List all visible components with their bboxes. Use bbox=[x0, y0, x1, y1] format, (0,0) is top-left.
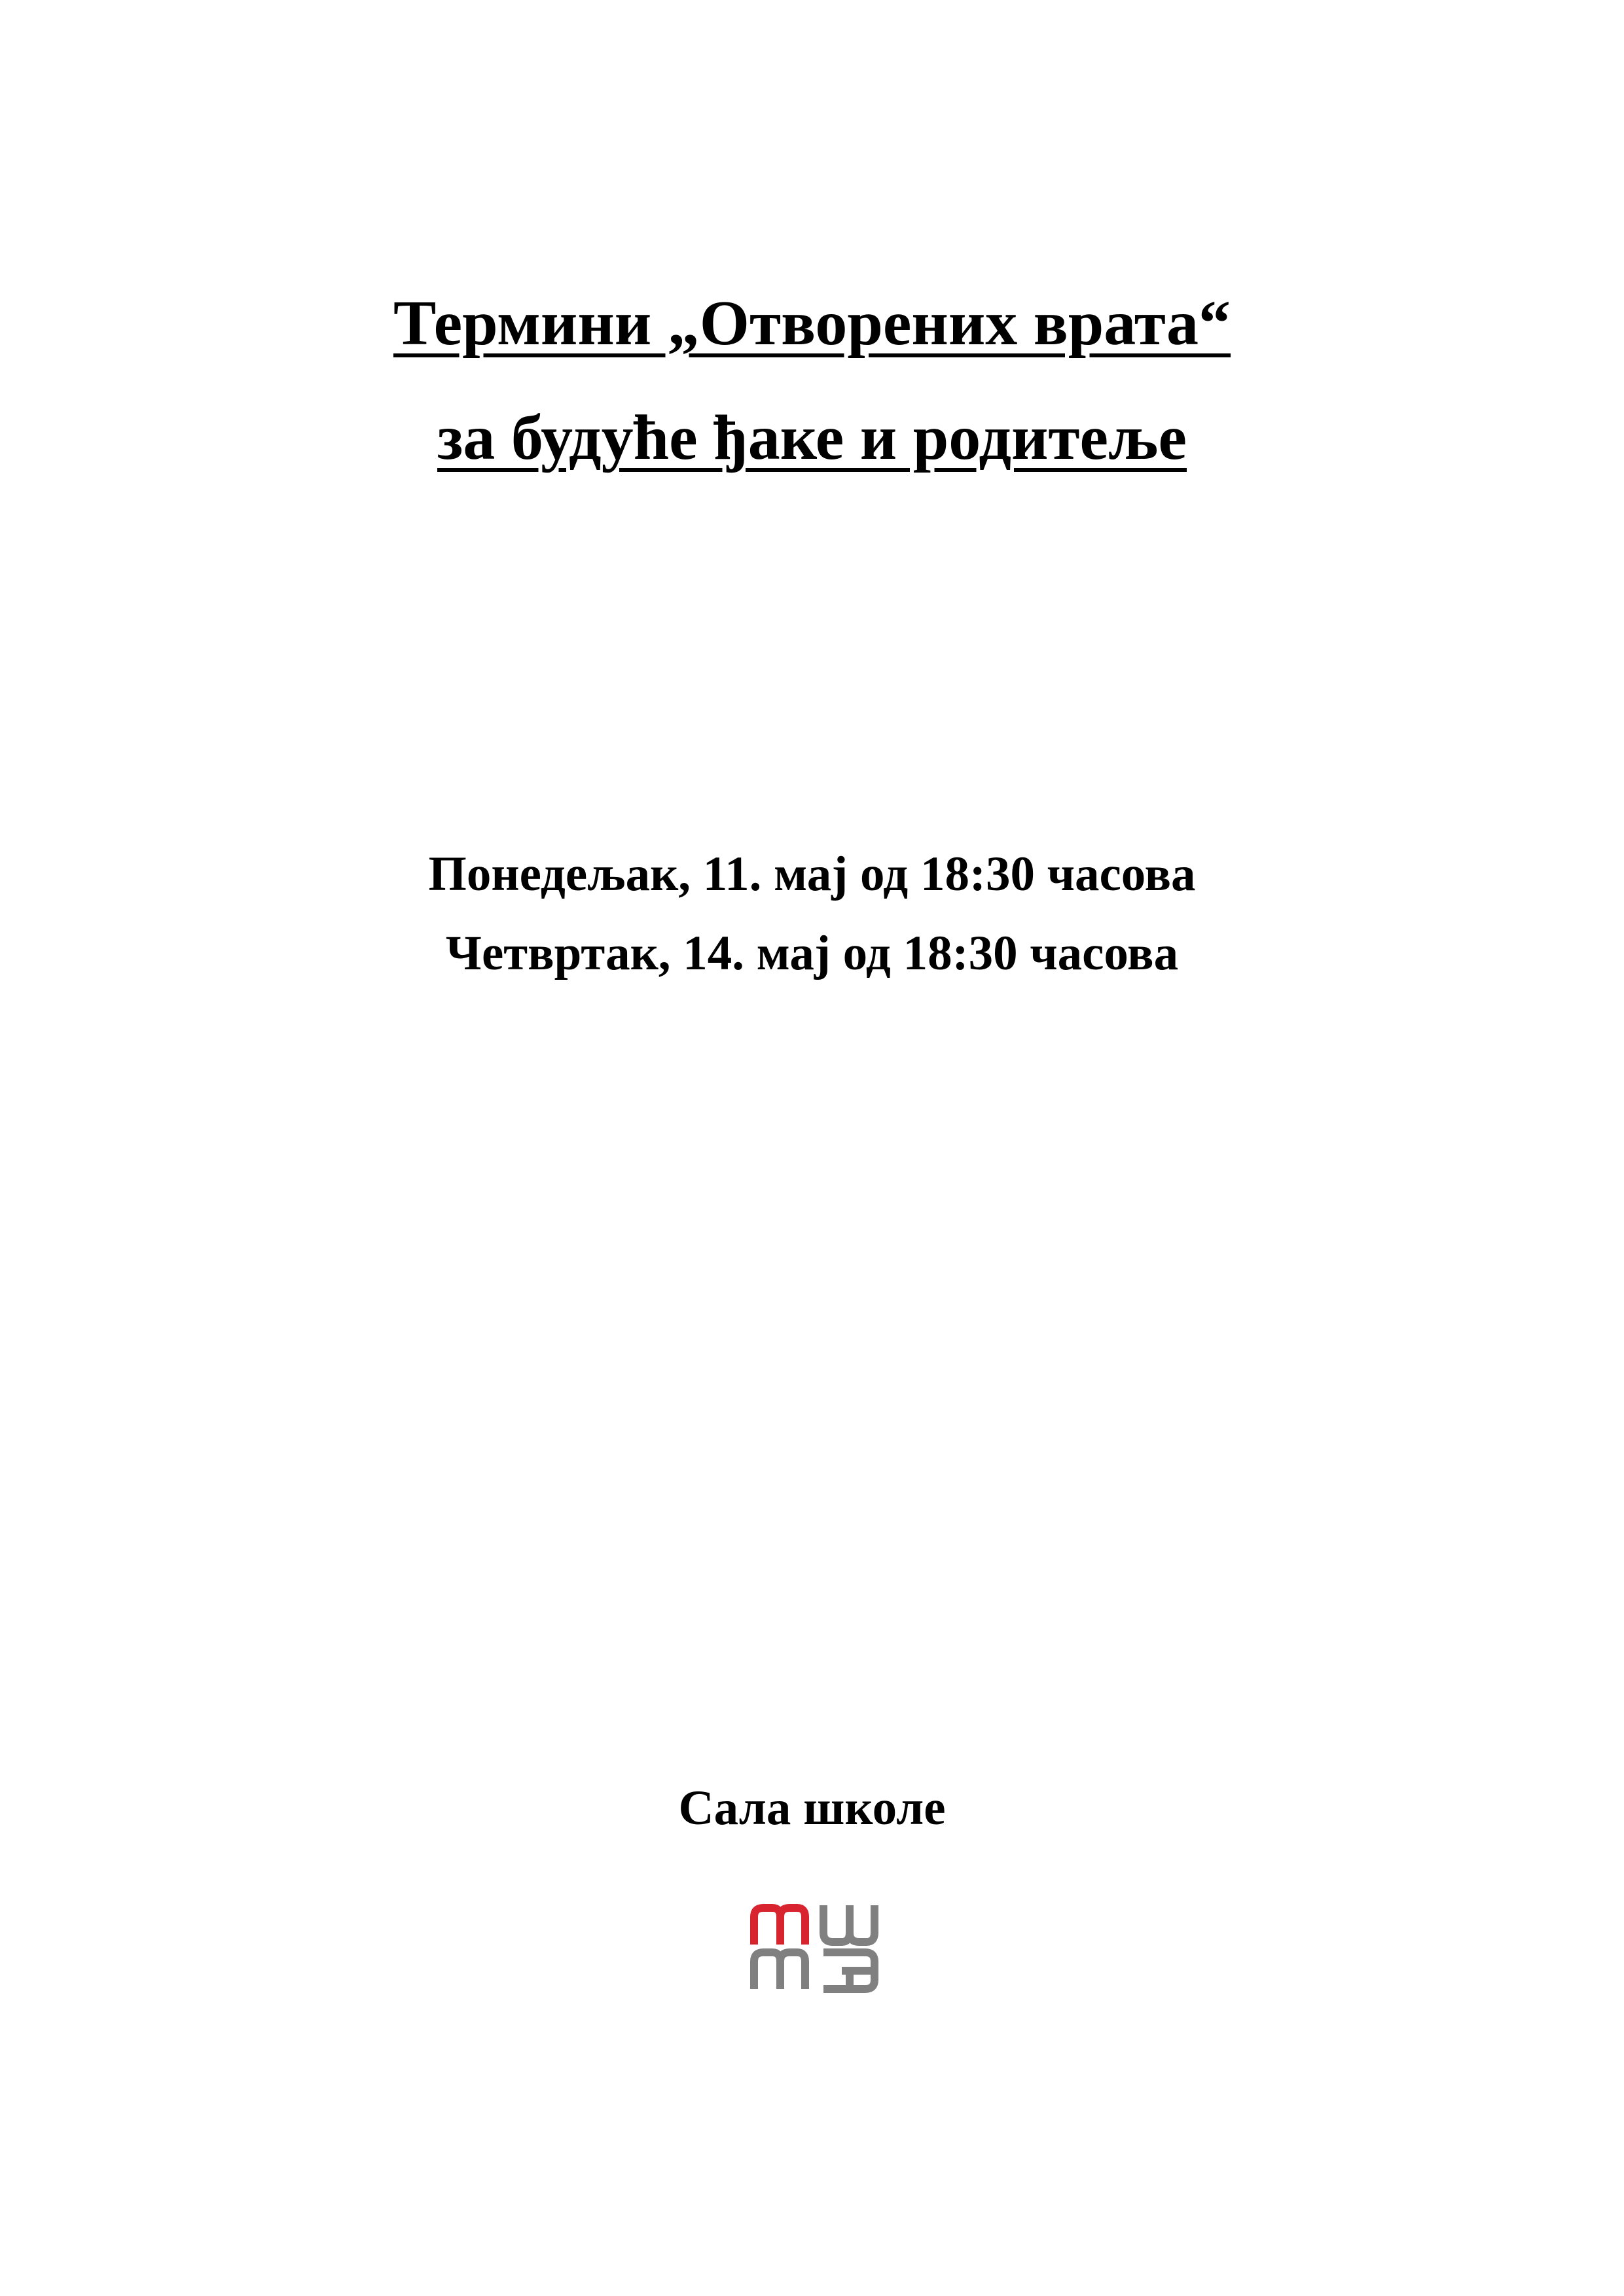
document-title bbox=[0, 288, 1624, 473]
schedule-list bbox=[0, 847, 1624, 980]
logo-gray-w-top bbox=[823, 1905, 875, 1942]
schedule-item-thursday: Четвртак, 14. мај од 18:30 часова bbox=[445, 926, 1179, 980]
schedule-item-monday: Понедељак, 11. мај од 18:30 часова bbox=[428, 847, 1196, 901]
venue-text: Сала школе bbox=[678, 1781, 946, 1835]
logo-red-m bbox=[754, 1908, 805, 1945]
title-line-1: Термини „Отворених врата“ bbox=[393, 288, 1231, 359]
logo-gray-m-bottom bbox=[754, 1952, 805, 1989]
logo-gray-z-bottom bbox=[823, 1952, 875, 1989]
title-line-2: за будуће ђаке и родитеље bbox=[437, 403, 1187, 473]
school-logo-icon bbox=[750, 1901, 881, 1993]
